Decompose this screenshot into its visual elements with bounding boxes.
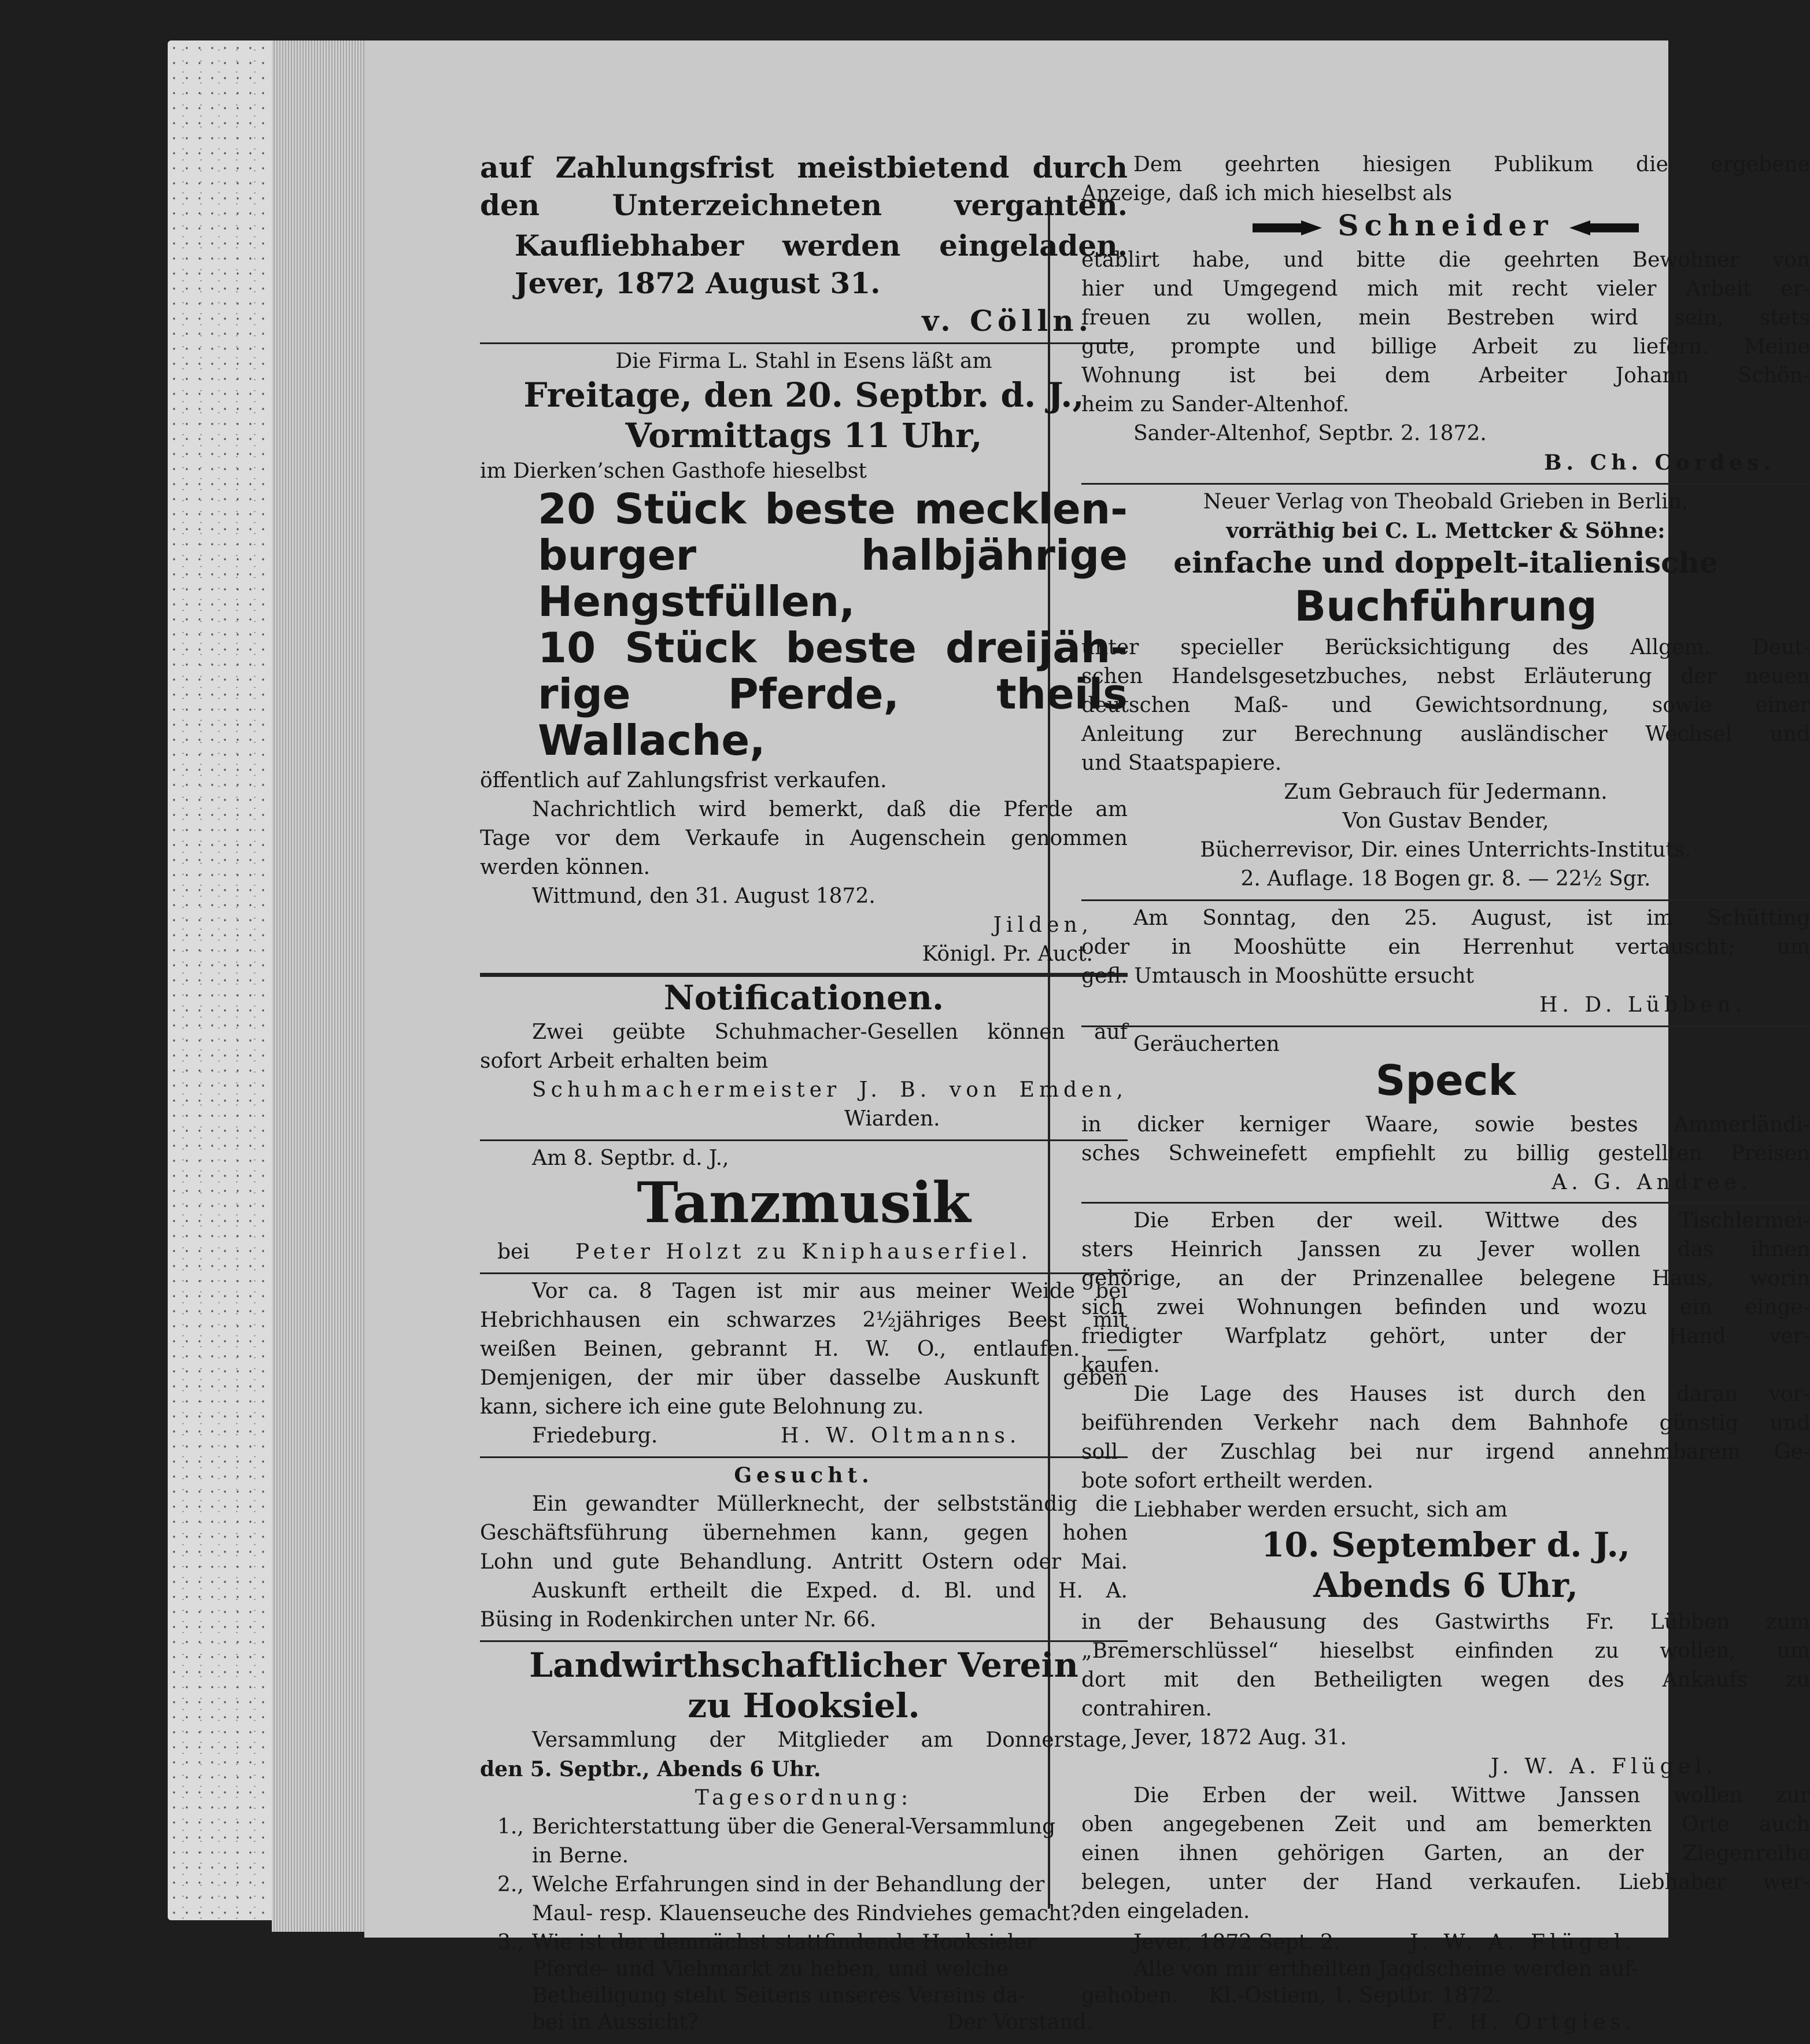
- schneider-heading: [1081, 208, 1810, 243]
- erben-body: kaufen.: [1081, 1353, 1160, 1377]
- stahl-signature: Jilden,: [993, 913, 1093, 937]
- verlag-body: deutschen Maß- und Gewichtsordnung, sowie einer: [1081, 693, 1810, 717]
- pointing-hand-icon: [1569, 220, 1639, 235]
- erben-body: sters Heinrich Janssen zu Jever wollen das ihnen: [1081, 1238, 1810, 1261]
- verein-heading: zu Hooksiel.: [688, 1686, 920, 1725]
- gesucht-heading: Gesucht.: [734, 1463, 874, 1488]
- verlag-intro: Neuer Verlag von Theobald Grieben in Berlin,: [1203, 490, 1689, 514]
- jagd-date: Kl.-Ostiem, 1. Septbr. 1872.: [1209, 1984, 1501, 2008]
- erben-body: bote sofort ertheilt werden.: [1081, 1469, 1373, 1493]
- notifications-heading: Notificationen.: [663, 978, 944, 1017]
- separator-rule: [1081, 899, 1810, 901]
- beest-signature: H. W. Oltmanns.: [781, 1424, 1021, 1448]
- stahl-signature-title: Königl. Pr. Auct.: [922, 942, 1093, 966]
- jagd-signature: F. H. Ortgies.: [1431, 2010, 1637, 2034]
- verlag-subtitle: einfache und doppelt-italienische: [1173, 545, 1718, 580]
- verlag-intro: vorräthig bei C. L. Mettcker & Söhne:: [1226, 519, 1665, 543]
- beest-body: kann, sichere ich eine gute Belohnung zu.: [480, 1395, 924, 1419]
- verlag-usage: Zum Gebrauch für Jedermann.: [1284, 780, 1608, 804]
- schneider-date: Sander-Altenhof, Septbr. 2. 1872.: [1133, 422, 1487, 445]
- schneider-body: heim zu Sander-Altenhof.: [1081, 393, 1350, 416]
- stahl-time: Vormittags 11 Uhr,: [625, 416, 982, 455]
- left-column-tail: [480, 1928, 1128, 2038]
- auction-line: Kaufliebhaber werden eingeladen.: [515, 228, 1128, 263]
- speck-body: sches Schweinefett empfiehlt zu billig gestellten Preisen: [1081, 1142, 1810, 1165]
- notification-body: sofort Arbeit erhalten beim: [480, 1049, 769, 1073]
- agenda-item: Betheiligung steht Seitens unseres Vereins da-: [532, 1984, 1026, 2008]
- erben-body: soll der Zuschlag bei nur irgend annehmbarem Ge-: [1081, 1440, 1810, 1464]
- separator-rule: [480, 1272, 1128, 1274]
- schneider-body: Anzeige, daß ich mich hieselbst als: [1081, 182, 1453, 205]
- verlag-price: 2. Auflage. 18 Bogen gr. 8. — 22½ Sgr.: [1240, 867, 1651, 891]
- erben-body: friedigter Warfplatz gehört, unter der Hand ver-: [1081, 1324, 1810, 1348]
- verlag-title: Buchführung: [1294, 582, 1597, 630]
- gesucht-body: Lohn und gute Behandlung. Antritt Ostern oder Mai.: [480, 1550, 1128, 1574]
- gesucht-body: Auskunft ertheilt die Exped. d. Bl. und H. A.: [532, 1579, 1128, 1603]
- erben-body: dort mit den Betheiligten wegen des Ankaufs zu: [1081, 1668, 1810, 1692]
- erben-body: Liebhaber werden ersucht, sich am: [1133, 1498, 1508, 1522]
- agenda-item: in Berne.: [532, 1844, 629, 1868]
- speck-signature: A. G. Andree.: [1552, 1171, 1752, 1194]
- auction-line: auf Zahlungsfrist meistbietend durch: [480, 150, 1128, 185]
- garten-body: einen ihnen gehörigen Garten, an der Ziegenreihe: [1081, 1842, 1810, 1865]
- stahl-body: öffentlich auf Zahlungsfrist verkaufen.: [480, 769, 887, 792]
- erben-signature: J. W. A. Flügel.: [1491, 1755, 1717, 1779]
- erben-body: beiführenden Verkehr nach dem Bahnhofe günstig und: [1081, 1411, 1810, 1435]
- stahl-location: im Dierken’schen Gasthofe hieselbst: [480, 459, 867, 483]
- garten-signature: J. W. A. Flügel.: [1410, 1931, 1637, 1954]
- schneider-body: Wohnung ist bei dem Arbeiter Johann Schön-: [1081, 364, 1810, 388]
- stahl-headline: Hengstfüllen,: [538, 577, 855, 626]
- erben-time-heading: Abends 6 Uhr,: [1313, 1566, 1578, 1605]
- erben-date-heading: 10. September d. J.,: [1261, 1525, 1630, 1565]
- agenda-item: Welche Erfahrungen sind in der Behandlung der: [532, 1873, 1045, 1897]
- pointing-hand-icon: [1253, 220, 1322, 235]
- erben-body: gehörige, an der Prinzenallee belegene Haus, worin: [1081, 1267, 1810, 1290]
- agenda-number: 1.,: [497, 1815, 524, 1839]
- tanz-date: Am 8. Septbr. d. J.,: [532, 1146, 729, 1170]
- stahl-date-line: Wittmund, den 31. August 1872.: [532, 884, 876, 908]
- jagd-body: Alle von mir ertheilten Jagdscheine werden auf-: [1133, 1957, 1639, 1981]
- auction-signature: v. Cölln.: [922, 304, 1093, 338]
- schneider-signature: B. Ch. Cordes.: [1544, 451, 1775, 475]
- beest-place: Friedeburg.: [532, 1424, 658, 1448]
- separator-rule: [480, 1640, 1128, 1642]
- schneider-body: etablirt habe, und bitte die geehrten Bewohner von: [1081, 248, 1810, 272]
- jagd-body: gehoben.: [1081, 1984, 1179, 2008]
- erben-body: Die Erben der weil. Wittwe des Tischlermei-: [1133, 1209, 1810, 1233]
- tanz-bei: bei: [497, 1240, 530, 1264]
- sonntag-body: gefl. Umtausch in Mooshütte ersucht: [1081, 964, 1474, 988]
- stahl-body: Tage vor dem Verkaufe in Augenschein genommen: [480, 827, 1128, 850]
- verein-signature: Der Vorstand.: [947, 2010, 1093, 2034]
- separator-rule: [1081, 1025, 1810, 1027]
- agenda-item: bei in Aussicht?: [532, 2010, 699, 2034]
- book-spine-edge: [168, 40, 278, 1920]
- schneider-body: hier und Umgegend mich mit recht vieler Arbeit er-: [1081, 277, 1810, 301]
- erben-body: in der Behausung des Gastwirths Fr. Lübben zum: [1081, 1610, 1810, 1634]
- beest-body: Hebrichhausen ein schwarzes 2½jähriges Beest mit: [480, 1308, 1128, 1332]
- erben-body: Die Lage des Hauses ist durch den daran vor-: [1133, 1382, 1810, 1406]
- stahl-headline: Wallache,: [538, 716, 766, 765]
- stahl-body: werden können.: [480, 855, 651, 879]
- agenda-heading: Tagesordnung:: [695, 1786, 913, 1810]
- tanz-heading: Tanzmusik: [637, 1170, 971, 1235]
- separator-rule: [480, 1456, 1128, 1458]
- stahl-headline: 20 Stück beste mecklen-: [538, 485, 1128, 533]
- verlag-author: Von Gustav Bender,: [1342, 809, 1549, 833]
- stahl-headline: rige Pferde, theils: [538, 670, 1128, 718]
- agenda-item: Wie ist der demnächst stattfindende Hooksieler: [532, 1931, 1037, 1954]
- schneider-body: Dem geehrten hiesigen Publikum die ergebene: [1133, 153, 1810, 176]
- erben-body: „Bremerschlüssel“ hieselbst einfinden zu wollen, um: [1081, 1639, 1810, 1663]
- tanz-venue: Peter Holzt zu Kniphauserfiel.: [575, 1240, 1032, 1264]
- page-edges: [272, 40, 370, 1932]
- schneider-body: freuen zu wollen, mein Bestreben wird sein, stets: [1081, 306, 1810, 330]
- separator-rule: [480, 973, 1128, 977]
- agenda-item: Pferde- und Viehmarkt zu heben, und welche: [532, 1957, 1009, 1981]
- verlag-body: schen Handelsgesetzbuches, nebst Erläuterung der neuen: [1081, 665, 1810, 688]
- verein-heading: Landwirthschaftlicher Verein: [529, 1645, 1078, 1685]
- garten-body: oben angegebenen Zeit und am bemerkten Orte auch: [1081, 1813, 1810, 1836]
- notification-body: Zwei geübte Schuhmacher-Gesellen können auf: [532, 1020, 1128, 1044]
- right-column-tail: [1081, 1928, 1660, 2038]
- notification-place: Wiarden.: [844, 1107, 940, 1131]
- notification-signature: Schuhmachermeister J. B. von Emden,: [532, 1078, 1128, 1102]
- newspaper-page: [364, 40, 1810, 1938]
- gesucht-body: Geschäftsführung übernehmen kann, gegen hohen: [480, 1521, 1128, 1545]
- stahl-headline: burger halbjährige: [538, 531, 1128, 580]
- schneider-body: gute, prompte und billige Arbeit zu liefern. Meine: [1081, 335, 1810, 359]
- stahl-date: Freitage, den 20. Septbr. d. J.,: [523, 375, 1084, 415]
- sonntag-body: oder in Mooshütte ein Herrenhut vertauscht; um: [1081, 935, 1810, 959]
- separator-rule: [1081, 1202, 1810, 1204]
- separator-rule: [480, 342, 1128, 344]
- erben-body: contrahiren.: [1081, 1697, 1213, 1721]
- speck-body: in dicker kerniger Waare, sowie bestes Ammerländi-: [1081, 1113, 1810, 1137]
- garten-body: belegen, unter der Hand verkaufen. Liebhaber wer-: [1081, 1870, 1810, 1894]
- stahl-body: Nachrichtlich wird bemerkt, daß die Pferde am: [532, 798, 1128, 821]
- schneider-title: Schneider: [1338, 208, 1554, 242]
- verein-body: Versammlung der Mitglieder am Donnerstage,: [532, 1728, 1128, 1752]
- garten-body: Die Erben der weil. Wittwe Janssen wollen zur: [1133, 1784, 1810, 1807]
- agenda-number: 2.,: [497, 1873, 524, 1897]
- beest-body: Vor ca. 8 Tagen ist mir aus meiner Weide bei: [532, 1279, 1128, 1303]
- agenda-item: Maul- resp. Klauenseuche des Rindviehes gemacht?: [532, 1902, 1081, 1925]
- speck-intro: Geräucherten: [1133, 1032, 1280, 1056]
- separator-rule: [480, 1139, 1128, 1141]
- beest-body: weißen Beinen, gebrannt H. W. O., entlaufen. —: [480, 1337, 1128, 1361]
- verlag-body: und Staatspapiere.: [1081, 751, 1282, 775]
- erben-body: sich zwei Wohnungen befinden und wozu ein einge-: [1081, 1296, 1810, 1319]
- auction-line: den Unterzeichneten verganten.: [480, 188, 1128, 222]
- sonntag-signature: H. D. Lübben.: [1539, 993, 1746, 1017]
- stahl-intro: Die Firma L. Stahl in Esens läßt am: [615, 349, 992, 373]
- speck-heading: Speck: [1375, 1056, 1516, 1105]
- verein-date: den 5. Septbr., Abends 6 Uhr.: [480, 1757, 821, 1781]
- verlag-body: Anleitung zur Berechnung ausländischer Wechsel und: [1081, 722, 1810, 746]
- beest-body: Demjenigen, der mir über dasselbe Auskunft geben: [480, 1366, 1128, 1390]
- gesucht-body: Büsing in Rodenkirchen unter Nr. 66.: [480, 1608, 877, 1632]
- verlag-body: unter specieller Berücksichtigung des Allgem. Deut-: [1081, 636, 1810, 659]
- agenda-item: Berichterstattung über die General-Versammlung: [532, 1815, 1056, 1839]
- agenda-number: 3.,: [497, 1931, 524, 1954]
- gesucht-body: Ein gewandter Müllerknecht, der selbstständig die: [532, 1492, 1128, 1516]
- auction-date: Jever, 1872 August 31.: [515, 266, 881, 300]
- separator-rule: [1081, 483, 1810, 485]
- stahl-headline: 10 Stück beste dreijäh-: [538, 623, 1128, 672]
- garten-body: den eingeladen.: [1081, 1899, 1250, 1923]
- sonntag-body: Am Sonntag, den 25. August, ist im Schütting: [1133, 906, 1810, 930]
- erben-date: Jever, 1872 Aug. 31.: [1133, 1726, 1347, 1750]
- garten-date: Jever, 1872 Sept. 2.: [1133, 1931, 1340, 1954]
- verlag-author-title: Bücherrevisor, Dir. eines Unterrichts-Instituts.: [1200, 838, 1691, 862]
